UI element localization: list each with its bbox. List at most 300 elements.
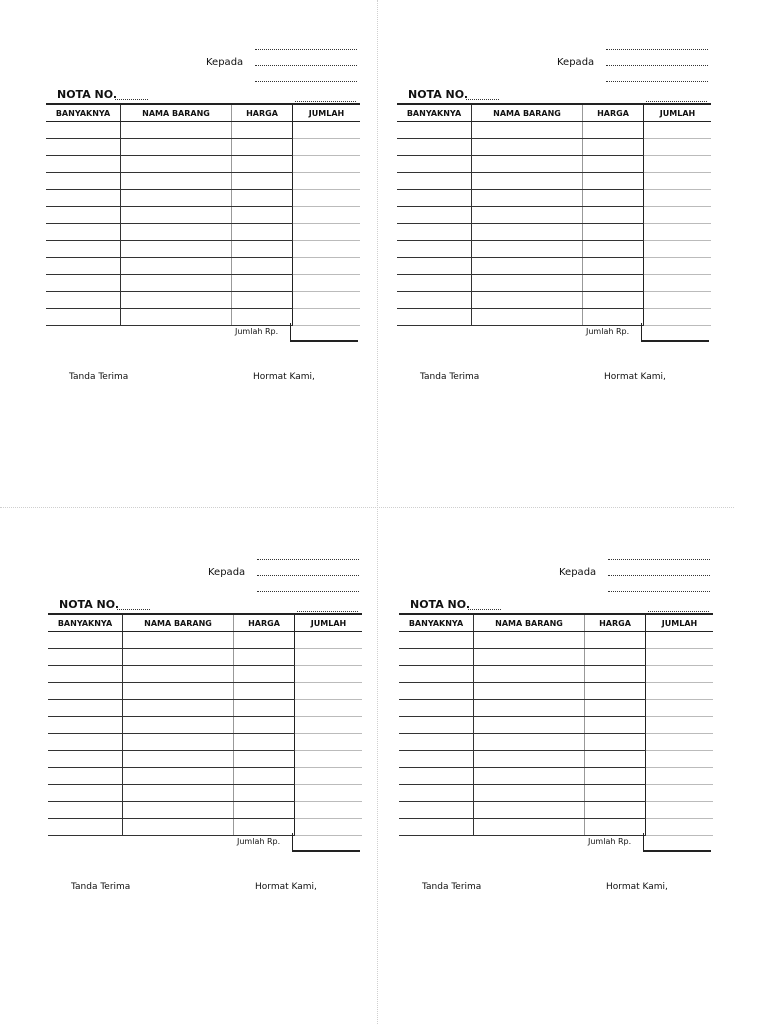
banyaknya-cell[interactable] bbox=[46, 309, 121, 326]
table-header-row bbox=[397, 104, 711, 122]
harga-cell[interactable] bbox=[583, 156, 644, 173]
banyaknya-cell[interactable] bbox=[399, 649, 474, 666]
table-row bbox=[48, 666, 362, 683]
jumlah-cell[interactable] bbox=[293, 207, 361, 224]
nota-number-field[interactable] bbox=[468, 600, 501, 610]
hormat-kami-label: Hormat Kami, bbox=[606, 882, 668, 892]
jumlah-cell[interactable] bbox=[644, 122, 712, 139]
jumlah-cell[interactable] bbox=[293, 292, 361, 309]
nama-barang-cell[interactable] bbox=[474, 734, 585, 751]
harga-cell[interactable] bbox=[232, 122, 293, 139]
table-row bbox=[48, 734, 362, 751]
harga-cell[interactable] bbox=[234, 666, 295, 683]
nota-no-label: NOTA NO. bbox=[410, 598, 471, 611]
nama-barang-cell[interactable] bbox=[472, 309, 583, 326]
nama-barang-cell[interactable] bbox=[474, 768, 585, 785]
jumlah-cell[interactable] bbox=[295, 649, 363, 666]
date-field[interactable] bbox=[648, 602, 709, 612]
harga-cell[interactable] bbox=[232, 275, 293, 292]
jumlah-cell[interactable] bbox=[293, 173, 361, 190]
banyaknya-cell[interactable] bbox=[48, 717, 123, 734]
jumlah-cell[interactable] bbox=[646, 683, 714, 700]
banyaknya-cell[interactable] bbox=[399, 802, 474, 819]
harga-cell[interactable] bbox=[232, 224, 293, 241]
nota-form bbox=[399, 550, 711, 970]
table-header-row bbox=[399, 614, 713, 632]
banyaknya-cell[interactable] bbox=[397, 173, 472, 190]
header-harga: HARGA bbox=[232, 104, 293, 122]
table-row bbox=[46, 258, 360, 275]
harga-cell[interactable] bbox=[234, 683, 295, 700]
nota-form bbox=[46, 40, 358, 460]
items-table bbox=[46, 103, 360, 326]
table-row bbox=[399, 717, 713, 734]
harga-cell[interactable] bbox=[583, 241, 644, 258]
harga-cell[interactable] bbox=[232, 190, 293, 207]
date-field[interactable] bbox=[297, 602, 358, 612]
banyaknya-cell[interactable] bbox=[46, 241, 121, 258]
jumlah-cell[interactable] bbox=[646, 734, 714, 751]
harga-cell[interactable] bbox=[234, 768, 295, 785]
nama-barang-cell[interactable] bbox=[123, 768, 234, 785]
banyaknya-cell[interactable] bbox=[46, 122, 121, 139]
jumlah-cell[interactable] bbox=[644, 190, 712, 207]
banyaknya-cell[interactable] bbox=[397, 241, 472, 258]
table-row bbox=[46, 275, 360, 292]
items-table bbox=[399, 613, 713, 836]
jumlah-cell[interactable] bbox=[293, 122, 361, 139]
table-row bbox=[397, 139, 711, 156]
jumlah-cell[interactable] bbox=[644, 241, 712, 258]
jumlah-cell[interactable] bbox=[295, 734, 363, 751]
nama-barang-cell[interactable] bbox=[474, 666, 585, 683]
banyaknya-cell[interactable] bbox=[399, 717, 474, 734]
nama-barang-cell[interactable] bbox=[472, 258, 583, 275]
jumlah-cell[interactable] bbox=[293, 139, 361, 156]
jumlah-cell[interactable] bbox=[295, 666, 363, 683]
header-banyaknya: BANYAKNYA bbox=[397, 104, 472, 122]
banyaknya-cell[interactable] bbox=[46, 207, 121, 224]
table-row bbox=[397, 292, 711, 309]
harga-cell[interactable] bbox=[583, 173, 644, 190]
harga-cell[interactable] bbox=[232, 309, 293, 326]
banyaknya-cell[interactable] bbox=[48, 751, 123, 768]
table-row bbox=[397, 190, 711, 207]
table-row bbox=[48, 700, 362, 717]
nama-barang-cell[interactable] bbox=[123, 819, 234, 836]
banyaknya-cell[interactable] bbox=[397, 258, 472, 275]
banyaknya-cell[interactable] bbox=[399, 768, 474, 785]
jumlah-cell[interactable] bbox=[644, 156, 712, 173]
harga-cell[interactable] bbox=[583, 190, 644, 207]
banyaknya-cell[interactable] bbox=[397, 156, 472, 173]
harga-cell[interactable] bbox=[234, 632, 295, 649]
jumlah-cell[interactable] bbox=[295, 632, 363, 649]
banyaknya-cell[interactable] bbox=[46, 292, 121, 309]
header-harga: HARGA bbox=[234, 614, 295, 632]
harga-cell[interactable] bbox=[583, 139, 644, 156]
banyaknya-cell[interactable] bbox=[48, 785, 123, 802]
nota-form bbox=[397, 40, 709, 460]
harga-cell[interactable] bbox=[232, 258, 293, 275]
table-row bbox=[397, 207, 711, 224]
header-nama-barang: NAMA BARANG bbox=[121, 104, 232, 122]
nama-barang-cell[interactable] bbox=[121, 122, 232, 139]
header-harga: HARGA bbox=[583, 104, 644, 122]
table-row bbox=[399, 802, 713, 819]
table-row bbox=[397, 241, 711, 258]
harga-cell[interactable] bbox=[585, 666, 646, 683]
harga-cell[interactable] bbox=[585, 632, 646, 649]
jumlah-cell[interactable] bbox=[646, 802, 714, 819]
nama-barang-cell[interactable] bbox=[472, 224, 583, 241]
jumlah-cell[interactable] bbox=[293, 258, 361, 275]
nama-barang-cell[interactable] bbox=[121, 309, 232, 326]
nama-barang-cell[interactable] bbox=[472, 292, 583, 309]
tanda-terima-label: Tanda Terima bbox=[422, 882, 482, 892]
jumlah-cell[interactable] bbox=[293, 224, 361, 241]
table-row bbox=[48, 785, 362, 802]
nama-barang-cell[interactable] bbox=[474, 632, 585, 649]
nama-barang-cell[interactable] bbox=[123, 683, 234, 700]
banyaknya-cell[interactable] bbox=[399, 632, 474, 649]
banyaknya-cell[interactable] bbox=[48, 734, 123, 751]
harga-cell[interactable] bbox=[585, 717, 646, 734]
harga-cell[interactable] bbox=[234, 700, 295, 717]
nota-no-label: NOTA NO. bbox=[59, 598, 120, 611]
table-row bbox=[46, 139, 360, 156]
date-field[interactable] bbox=[646, 92, 707, 102]
banyaknya-cell[interactable] bbox=[397, 309, 472, 326]
harga-cell[interactable] bbox=[585, 802, 646, 819]
table-row bbox=[397, 275, 711, 292]
jumlah-cell[interactable] bbox=[295, 700, 363, 717]
nama-barang-cell[interactable] bbox=[472, 122, 583, 139]
nama-barang-cell[interactable] bbox=[121, 275, 232, 292]
nama-barang-cell[interactable] bbox=[121, 224, 232, 241]
harga-cell[interactable] bbox=[234, 785, 295, 802]
jumlah-rp-label: Jumlah Rp. bbox=[235, 327, 279, 336]
table-row bbox=[399, 700, 713, 717]
nama-barang-cell[interactable] bbox=[123, 700, 234, 717]
table-row bbox=[48, 768, 362, 785]
nama-barang-cell[interactable] bbox=[472, 275, 583, 292]
header-banyaknya: BANYAKNYA bbox=[48, 614, 123, 632]
recipient-line-2[interactable] bbox=[606, 56, 708, 66]
kepada-label: Kepada bbox=[557, 57, 595, 68]
jumlah-cell[interactable] bbox=[295, 751, 363, 768]
table-row bbox=[46, 122, 360, 139]
table-row bbox=[48, 649, 362, 666]
nama-barang-cell[interactable] bbox=[123, 802, 234, 819]
table-row bbox=[397, 122, 711, 139]
table-header-row bbox=[48, 614, 362, 632]
nama-barang-cell[interactable] bbox=[123, 734, 234, 751]
harga-cell[interactable] bbox=[583, 122, 644, 139]
nama-barang-cell[interactable] bbox=[474, 683, 585, 700]
recipient-line-2[interactable] bbox=[257, 566, 359, 576]
jumlah-cell[interactable] bbox=[293, 156, 361, 173]
table-row bbox=[399, 734, 713, 751]
recipient-line-3[interactable] bbox=[255, 72, 357, 82]
nama-barang-cell[interactable] bbox=[474, 802, 585, 819]
recipient-line-2[interactable] bbox=[255, 56, 357, 66]
nama-barang-cell[interactable] bbox=[474, 700, 585, 717]
nama-barang-cell[interactable] bbox=[472, 207, 583, 224]
nama-barang-cell[interactable] bbox=[123, 666, 234, 683]
banyaknya-cell[interactable] bbox=[48, 819, 123, 836]
harga-cell[interactable] bbox=[585, 751, 646, 768]
nota-number-field[interactable] bbox=[117, 600, 150, 610]
horizontal-cut-line bbox=[0, 507, 734, 508]
harga-cell[interactable] bbox=[585, 785, 646, 802]
table-row bbox=[46, 224, 360, 241]
kepada-label: Kepada bbox=[206, 57, 244, 68]
banyaknya-cell[interactable] bbox=[46, 275, 121, 292]
jumlah-rp-label: Jumlah Rp. bbox=[588, 837, 632, 846]
nota-no-label: NOTA NO. bbox=[408, 88, 469, 101]
nama-barang-cell[interactable] bbox=[474, 717, 585, 734]
table-row bbox=[48, 717, 362, 734]
harga-cell[interactable] bbox=[234, 819, 295, 836]
items-table bbox=[397, 103, 711, 326]
banyaknya-cell[interactable] bbox=[48, 768, 123, 785]
table-row bbox=[46, 241, 360, 258]
table-row bbox=[397, 156, 711, 173]
total-field[interactable] bbox=[643, 833, 711, 852]
banyaknya-cell[interactable] bbox=[399, 819, 474, 836]
jumlah-cell[interactable] bbox=[644, 139, 712, 156]
jumlah-cell[interactable] bbox=[644, 275, 712, 292]
nota-no-label: NOTA NO. bbox=[57, 88, 118, 101]
jumlah-cell[interactable] bbox=[646, 717, 714, 734]
harga-cell[interactable] bbox=[585, 700, 646, 717]
recipient-line-3[interactable] bbox=[606, 72, 708, 82]
total-field[interactable] bbox=[292, 833, 360, 852]
nama-barang-cell[interactable] bbox=[121, 241, 232, 258]
header-nama-barang: NAMA BARANG bbox=[474, 614, 585, 632]
banyaknya-cell[interactable] bbox=[48, 632, 123, 649]
jumlah-cell[interactable] bbox=[646, 768, 714, 785]
banyaknya-cell[interactable] bbox=[46, 156, 121, 173]
harga-cell[interactable] bbox=[583, 258, 644, 275]
nama-barang-cell[interactable] bbox=[472, 139, 583, 156]
banyaknya-cell[interactable] bbox=[48, 700, 123, 717]
harga-cell[interactable] bbox=[232, 139, 293, 156]
banyaknya-cell[interactable] bbox=[397, 292, 472, 309]
harga-cell[interactable] bbox=[232, 292, 293, 309]
banyaknya-cell[interactable] bbox=[46, 173, 121, 190]
banyaknya-cell[interactable] bbox=[397, 224, 472, 241]
jumlah-cell[interactable] bbox=[646, 649, 714, 666]
banyaknya-cell[interactable] bbox=[46, 258, 121, 275]
banyaknya-cell[interactable] bbox=[399, 683, 474, 700]
table-row bbox=[397, 258, 711, 275]
banyaknya-cell[interactable] bbox=[399, 700, 474, 717]
banyaknya-cell[interactable] bbox=[397, 207, 472, 224]
table-row bbox=[399, 751, 713, 768]
recipient-line-1[interactable] bbox=[255, 40, 357, 50]
hormat-kami-label: Hormat Kami, bbox=[604, 372, 666, 382]
header-banyaknya: BANYAKNYA bbox=[399, 614, 474, 632]
header-jumlah: JUMLAH bbox=[646, 614, 714, 632]
nama-barang-cell[interactable] bbox=[123, 751, 234, 768]
jumlah-cell[interactable] bbox=[644, 173, 712, 190]
nota-number-field[interactable] bbox=[466, 90, 499, 100]
header-harga: HARGA bbox=[585, 614, 646, 632]
nama-barang-cell[interactable] bbox=[472, 241, 583, 258]
banyaknya-cell[interactable] bbox=[46, 190, 121, 207]
harga-cell[interactable] bbox=[234, 734, 295, 751]
jumlah-cell[interactable] bbox=[295, 768, 363, 785]
nama-barang-cell[interactable] bbox=[474, 649, 585, 666]
harga-cell[interactable] bbox=[585, 649, 646, 666]
jumlah-cell[interactable] bbox=[644, 207, 712, 224]
kepada-label: Kepada bbox=[559, 567, 597, 578]
harga-cell[interactable] bbox=[585, 768, 646, 785]
banyaknya-cell[interactable] bbox=[397, 275, 472, 292]
nama-barang-cell[interactable] bbox=[474, 751, 585, 768]
harga-cell[interactable] bbox=[583, 309, 644, 326]
header-jumlah: JUMLAH bbox=[644, 104, 712, 122]
jumlah-cell[interactable] bbox=[295, 683, 363, 700]
table-row bbox=[46, 207, 360, 224]
table-row bbox=[399, 768, 713, 785]
table-header-row bbox=[46, 104, 360, 122]
jumlah-cell[interactable] bbox=[644, 258, 712, 275]
harga-cell[interactable] bbox=[234, 751, 295, 768]
jumlah-rp-label: Jumlah Rp. bbox=[586, 327, 630, 336]
table-row bbox=[48, 802, 362, 819]
banyaknya-cell[interactable] bbox=[399, 734, 474, 751]
kepada-label: Kepada bbox=[208, 567, 246, 578]
harga-cell[interactable] bbox=[583, 275, 644, 292]
jumlah-cell[interactable] bbox=[646, 785, 714, 802]
harga-cell[interactable] bbox=[232, 207, 293, 224]
banyaknya-cell[interactable] bbox=[399, 751, 474, 768]
table-row bbox=[399, 632, 713, 649]
harga-cell[interactable] bbox=[583, 292, 644, 309]
table-row bbox=[399, 785, 713, 802]
jumlah-cell[interactable] bbox=[293, 275, 361, 292]
banyaknya-cell[interactable] bbox=[397, 190, 472, 207]
banyaknya-cell[interactable] bbox=[397, 122, 472, 139]
harga-cell[interactable] bbox=[585, 683, 646, 700]
banyaknya-cell[interactable] bbox=[399, 785, 474, 802]
recipient-line-1[interactable] bbox=[608, 550, 710, 560]
banyaknya-cell[interactable] bbox=[48, 683, 123, 700]
banyaknya-cell[interactable] bbox=[46, 139, 121, 156]
nama-barang-cell[interactable] bbox=[474, 785, 585, 802]
jumlah-cell[interactable] bbox=[295, 802, 363, 819]
nama-barang-cell[interactable] bbox=[123, 785, 234, 802]
header-jumlah: JUMLAH bbox=[293, 104, 361, 122]
table-row bbox=[399, 666, 713, 683]
vertical-cut-line bbox=[377, 0, 378, 1024]
harga-cell[interactable] bbox=[234, 802, 295, 819]
nama-barang-cell[interactable] bbox=[474, 819, 585, 836]
banyaknya-cell[interactable] bbox=[399, 666, 474, 683]
hormat-kami-label: Hormat Kami, bbox=[255, 882, 317, 892]
header-banyaknya: BANYAKNYA bbox=[46, 104, 121, 122]
table-row bbox=[46, 156, 360, 173]
nota-number-field[interactable] bbox=[115, 90, 148, 100]
recipient-line-2[interactable] bbox=[608, 566, 710, 576]
nama-barang-cell[interactable] bbox=[472, 156, 583, 173]
nama-barang-cell[interactable] bbox=[121, 207, 232, 224]
banyaknya-cell[interactable] bbox=[48, 666, 123, 683]
jumlah-cell[interactable] bbox=[646, 632, 714, 649]
total-field[interactable] bbox=[290, 323, 358, 342]
harga-cell[interactable] bbox=[232, 173, 293, 190]
nama-barang-cell[interactable] bbox=[121, 258, 232, 275]
nama-barang-cell[interactable] bbox=[123, 632, 234, 649]
nama-barang-cell[interactable] bbox=[121, 173, 232, 190]
banyaknya-cell[interactable] bbox=[48, 649, 123, 666]
nama-barang-cell[interactable] bbox=[121, 139, 232, 156]
harga-cell[interactable] bbox=[583, 207, 644, 224]
recipient-line-1[interactable] bbox=[257, 550, 359, 560]
date-field[interactable] bbox=[295, 92, 356, 102]
nota-form bbox=[48, 550, 360, 970]
banyaknya-cell[interactable] bbox=[48, 802, 123, 819]
jumlah-cell[interactable] bbox=[646, 666, 714, 683]
header-nama-barang: NAMA BARANG bbox=[123, 614, 234, 632]
table-row bbox=[399, 683, 713, 700]
nama-barang-cell[interactable] bbox=[472, 173, 583, 190]
recipient-line-3[interactable] bbox=[608, 582, 710, 592]
banyaknya-cell[interactable] bbox=[397, 139, 472, 156]
nama-barang-cell[interactable] bbox=[472, 190, 583, 207]
header-nama-barang: NAMA BARANG bbox=[472, 104, 583, 122]
hormat-kami-label: Hormat Kami, bbox=[253, 372, 315, 382]
header-jumlah: JUMLAH bbox=[295, 614, 363, 632]
recipient-line-3[interactable] bbox=[257, 582, 359, 592]
jumlah-cell[interactable] bbox=[646, 700, 714, 717]
jumlah-cell[interactable] bbox=[295, 785, 363, 802]
nama-barang-cell[interactable] bbox=[121, 190, 232, 207]
jumlah-cell[interactable] bbox=[644, 224, 712, 241]
table-row bbox=[397, 173, 711, 190]
table-row bbox=[46, 190, 360, 207]
harga-cell[interactable] bbox=[232, 241, 293, 258]
harga-cell[interactable] bbox=[585, 819, 646, 836]
tanda-terima-label: Tanda Terima bbox=[69, 372, 129, 382]
jumlah-cell[interactable] bbox=[644, 292, 712, 309]
harga-cell[interactable] bbox=[234, 649, 295, 666]
harga-cell[interactable] bbox=[585, 734, 646, 751]
nama-barang-cell[interactable] bbox=[121, 156, 232, 173]
harga-cell[interactable] bbox=[234, 717, 295, 734]
nama-barang-cell[interactable] bbox=[123, 717, 234, 734]
nama-barang-cell[interactable] bbox=[121, 292, 232, 309]
total-field[interactable] bbox=[641, 323, 709, 342]
harga-cell[interactable] bbox=[583, 224, 644, 241]
table-row bbox=[46, 173, 360, 190]
nama-barang-cell[interactable] bbox=[123, 649, 234, 666]
jumlah-cell[interactable] bbox=[293, 241, 361, 258]
tanda-terima-label: Tanda Terima bbox=[420, 372, 480, 382]
recipient-line-1[interactable] bbox=[606, 40, 708, 50]
jumlah-cell[interactable] bbox=[295, 717, 363, 734]
table-row bbox=[399, 649, 713, 666]
jumlah-cell[interactable] bbox=[646, 751, 714, 768]
table-row bbox=[48, 751, 362, 768]
jumlah-cell[interactable] bbox=[293, 190, 361, 207]
harga-cell[interactable] bbox=[232, 156, 293, 173]
items-table bbox=[48, 613, 362, 836]
banyaknya-cell[interactable] bbox=[46, 224, 121, 241]
